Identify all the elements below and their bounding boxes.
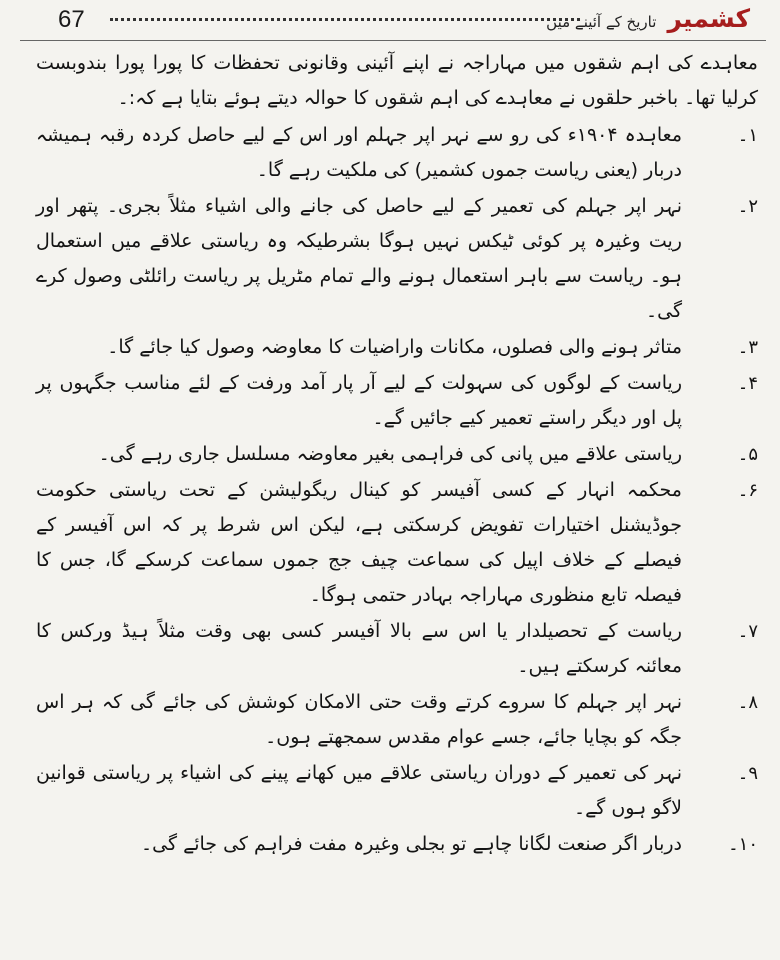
header-rule — [20, 40, 766, 41]
clause-1 — [36, 118, 758, 188]
page-header — [28, 4, 758, 38]
clause-3 — [36, 330, 758, 365]
header-dotted-leader — [110, 18, 580, 21]
clause-number: ۱۔ — [737, 125, 758, 146]
clause-9 — [36, 756, 758, 826]
clause-number: ۷۔ — [737, 621, 758, 642]
clause-5 — [36, 437, 758, 472]
clause-4 — [36, 366, 758, 436]
clause-text: ریاست کے لوگوں کی سہولت کے لیے آر پار آمد ورفت کے لئے مناسب جگہوں پر پل اور دیگر راستے تعمیر کیے جائیں گے۔ — [36, 372, 682, 429]
clause-text: محکمہ انہار کے کسی آفیسر کو کینال ریگولیشن کے تحت ریاستی حکومت جوڈیشنل اختیارات تفویض کرسکتی ہے، لیکن اس شرط پر کہ اس آفیسر کے فیصلے کے خلاف اپیل کی سماعت چیف جج جموں سماعت کرسکے گا، جس کا فیصلہ تابع منظوری مہاراجہ بہادر حتمی ہوگا۔ — [36, 479, 682, 606]
page-body — [36, 46, 758, 863]
clause-text: نہر اپر جہلم کی تعمیر کے لیے حاصل کی جانے والی اشیاء مثلاً بجری۔ پتھر اور ریت وغیرہ پر کوئی ٹیکس نہیں ہوگا بشرطیکہ وہ ریاستی علاقے میں استعمال ہو۔ ریاست سے باہر استعمال ہونے والے تمام مٹریل پر ریاست رائلٹی وصول کرے گی۔ — [36, 195, 682, 322]
clause-6 — [36, 473, 758, 613]
clause-number: ۹۔ — [737, 763, 758, 784]
clause-number: ۸۔ — [737, 692, 758, 713]
clause-10 — [36, 827, 758, 862]
intro-paragraph: معاہدے کی اہم شقوں میں مہاراجہ نے اپنے آئینی وقانونی تحفظات کا پورا پورا بندوبست کرلیا تھا۔ باخبر حلقوں نے معاہدے کی اہم شقوں کا حوالہ دیتے ہوئے بتایا ہے کہ:۔ — [36, 52, 758, 109]
running-title — [546, 4, 750, 33]
clause-7 — [36, 614, 758, 684]
book-title-brand: کشمیر — [667, 4, 750, 33]
clause-text: معاہدہ ۱۹۰۴ء کی رو سے نہر اپر جہلم اور اس کے لیے حاصل کردہ رقبہ ہمیشہ دربار (یعنی ریاست جموں کشمیر) کی ملکیت رہے گا۔ — [36, 124, 682, 181]
clause-text: دربار اگر صنعت لگانا چاہے تو بجلی وغیرہ مفت فراہم کی جائے گی۔ — [141, 833, 682, 855]
clause-2 — [36, 189, 758, 329]
clause-text: ریاستی علاقے میں پانی کی فراہمی بغیر معاوضہ مسلسل جاری رہے گی۔ — [98, 443, 682, 465]
clause-number: ۱۰۔ — [728, 834, 758, 855]
clause-number: ۶۔ — [737, 480, 758, 501]
clause-8 — [36, 685, 758, 755]
clause-text: نہر اپر جہلم کا سروے کرتے وقت حتی الامکان کوشش کی جائے گی کہ ہر اس جگہ کو بچایا جائے، جسے عوام مقدس سمجھتے ہوں۔ — [36, 691, 682, 748]
clause-number: ۵۔ — [737, 444, 758, 465]
page-number: 67 — [58, 6, 85, 33]
clause-number: ۳۔ — [737, 337, 758, 358]
clause-number: ۲۔ — [737, 196, 758, 217]
clause-text: نہر کی تعمیر کے دوران ریاستی علاقے میں کھانے پینے کی اشیاء پر ریاستی قوانین لاگو ہوں گے۔ — [36, 762, 682, 819]
book-title-subtitle: تاریخ کے آئینے میں — [546, 13, 657, 31]
clause-number: ۴۔ — [737, 373, 758, 394]
clause-text: متاثر ہونے والی فصلوں، مکانات واراضیات کا معاوضہ وصول کیا جائے گا۔ — [107, 336, 682, 358]
clause-text: ریاست کے تحصیلدار یا اس سے بالا آفیسر کسی بھی وقت مثلاً ہیڈ ورکس کا معائنہ کرسکتے ہیں۔ — [36, 620, 682, 677]
